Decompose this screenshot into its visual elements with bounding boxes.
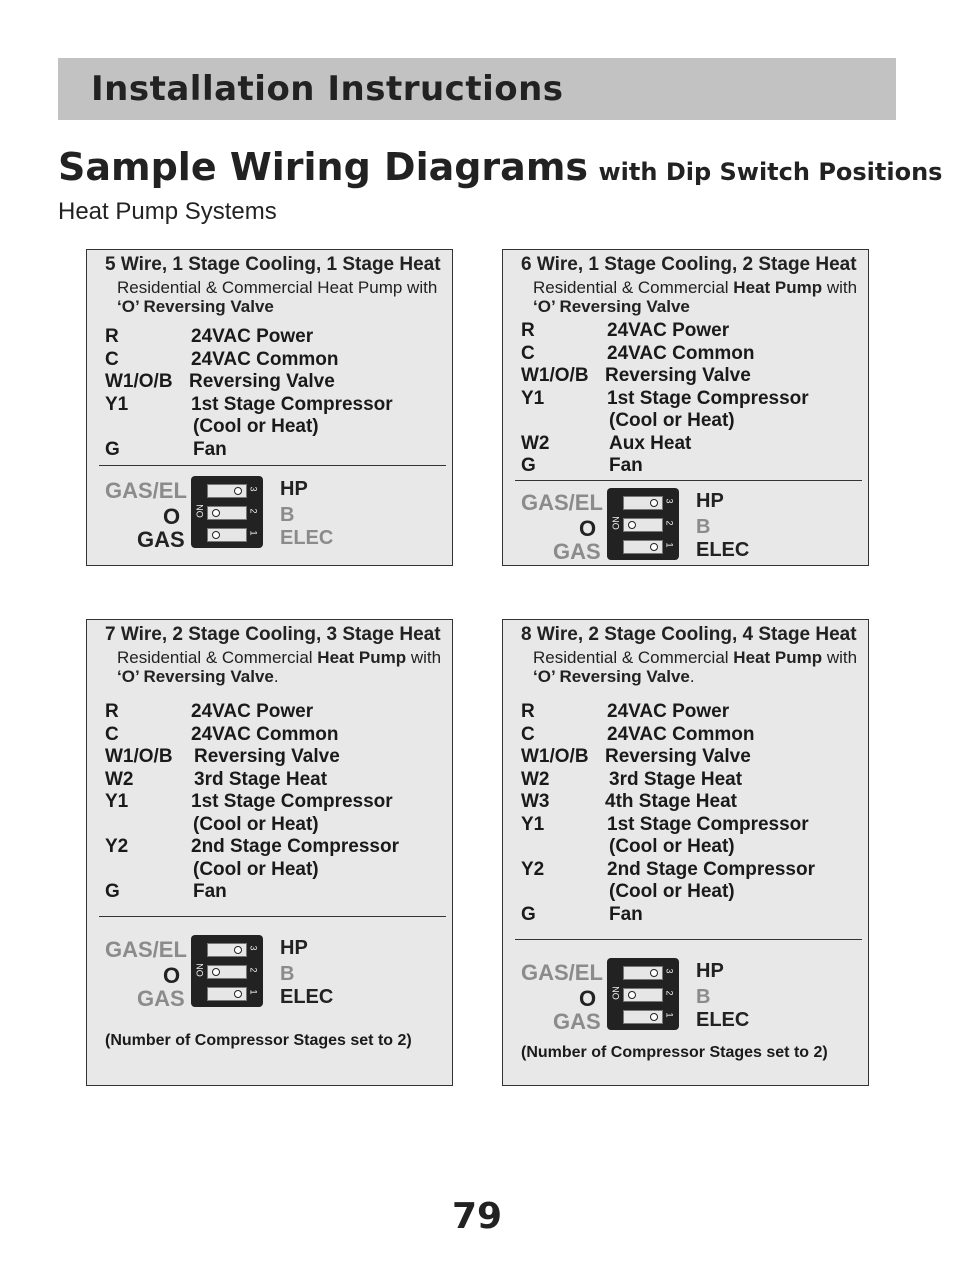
switch-3 — [623, 966, 663, 980]
switch-num-2: 2 — [248, 508, 259, 514]
terminal-desc: (Cool or Heat) — [609, 881, 735, 902]
dip-switch — [191, 935, 263, 1007]
panel-description — [117, 278, 437, 316]
switch-2 — [207, 506, 247, 520]
terminal-code: G — [521, 455, 536, 476]
description-line-2: ‘O’ Reversing Valve — [533, 297, 690, 316]
switch-num-1: 1 — [248, 530, 259, 536]
terminal-desc: 24VAC Power — [607, 701, 730, 722]
terminal-desc: 4th Stage Heat — [605, 791, 737, 812]
terminal-code: R — [105, 326, 119, 347]
label-o: O — [163, 504, 181, 529]
terminal-desc: Reversing Valve — [605, 746, 751, 767]
desc-text: Residential & Commercial — [117, 648, 318, 667]
wiring-panel-7-wire — [86, 619, 453, 1086]
switch-3 — [207, 943, 247, 957]
terminal-desc: (Cool or Heat) — [609, 410, 735, 431]
terminal-code: G — [105, 438, 120, 460]
switch-2 — [623, 518, 663, 532]
terminal-desc: 24VAC Common — [607, 723, 755, 745]
terminal-code: C — [105, 723, 119, 745]
terminal-code: G — [105, 881, 120, 902]
switch-knob — [234, 487, 242, 495]
switch-num-2: 2 — [664, 990, 675, 996]
terminal-code: W1/O/B — [105, 371, 173, 392]
terminal-desc: 2nd Stage Compressor — [607, 858, 815, 880]
terminal-desc: 1st Stage Compressor — [607, 387, 809, 409]
label-hp: HP — [280, 937, 308, 959]
switch-num-1: 1 — [664, 1012, 675, 1018]
description-line-1 — [533, 278, 857, 297]
terminal-code: W2 — [105, 768, 134, 790]
switch-knob — [650, 543, 658, 551]
label-gas-el: GAS/EL — [521, 960, 603, 985]
on-label: ON — [610, 516, 621, 530]
wiring-panel-5-wire — [86, 249, 453, 566]
on-label: ON — [194, 504, 205, 518]
desc-text: Residential & Commercial — [533, 278, 734, 297]
terminal-desc: 24VAC Power — [191, 326, 314, 347]
desc-text: with — [822, 648, 858, 667]
title-main: Sample Wiring Diagrams — [58, 145, 589, 189]
terminal-desc: 2nd Stage Compressor — [191, 836, 399, 857]
terminal-desc: 1st Stage Compressor — [607, 813, 809, 835]
switch-num-2: 2 — [248, 967, 259, 973]
terminal-code: Y1 — [521, 387, 545, 409]
terminal-code: G — [521, 903, 536, 925]
terminal-desc: Fan — [609, 455, 643, 476]
dip-switch — [191, 476, 263, 548]
on-label: ON — [610, 986, 621, 1000]
switch-1 — [207, 987, 247, 1001]
terminal-code: R — [521, 320, 535, 341]
terminal-desc: Fan — [193, 438, 227, 460]
terminal-desc: 24VAC Power — [607, 320, 730, 341]
terminal-code: W1/O/B — [521, 365, 589, 386]
terminal-desc: Fan — [193, 881, 227, 902]
label-o: O — [579, 516, 597, 541]
switch-1 — [207, 528, 247, 542]
terminal-code: C — [521, 723, 535, 745]
description-line-1 — [533, 648, 857, 667]
desc-text: with — [406, 648, 442, 667]
switch-knob — [234, 990, 242, 998]
switch-3 — [623, 496, 663, 510]
desc-bold: Heat Pump — [733, 648, 823, 667]
switch-knob — [628, 521, 636, 529]
switch-knob — [212, 968, 220, 976]
banner-title: Installation Instructions — [91, 69, 564, 109]
terminal-desc: Reversing Valve — [605, 365, 751, 386]
switch-2 — [207, 965, 247, 979]
switch-num-3: 3 — [248, 486, 259, 492]
divider — [515, 480, 862, 481]
terminal-code: Y1 — [105, 393, 129, 415]
label-gas-el: GAS/EL — [105, 478, 187, 503]
label-gas: GAS — [553, 1009, 601, 1034]
terminal-desc: 1st Stage Compressor — [191, 393, 393, 415]
switch-knob — [234, 946, 242, 954]
label-hp: HP — [696, 490, 724, 512]
switch-num-3: 3 — [664, 498, 675, 504]
label-gas: GAS — [553, 539, 601, 564]
switch-knob — [628, 991, 636, 999]
description-line-2 — [533, 667, 857, 686]
switch-knob — [650, 1013, 658, 1021]
label-gas-el: GAS/EL — [105, 937, 187, 962]
terminal-desc: 3rd Stage Heat — [609, 768, 743, 790]
terminal-desc: 1st Stage Compressor — [191, 791, 393, 812]
panel-heading: 6 Wire, 1 Stage Cooling, 2 Stage Heat — [521, 254, 857, 275]
divider — [99, 916, 446, 917]
label-elec: ELEC — [696, 1009, 750, 1031]
terminal-desc: 24VAC Common — [191, 348, 339, 370]
desc-text: . — [689, 667, 695, 686]
terminal-code: C — [105, 348, 119, 370]
description-line-1: Residential & Commercial Heat Pump with — [117, 278, 438, 297]
label-hp: HP — [696, 960, 724, 982]
switch-num-1: 1 — [664, 542, 675, 548]
switch-num-1: 1 — [248, 989, 259, 995]
switch-3 — [207, 484, 247, 498]
panel-heading: 7 Wire, 2 Stage Cooling, 3 Stage Heat — [105, 624, 441, 645]
label-b: B — [696, 516, 711, 538]
compressor-note: (Number of Compressor Stages set to 2) — [105, 1032, 412, 1049]
wiring-panel-8-wire — [502, 619, 869, 1086]
terminal-desc: 3rd Stage Heat — [194, 768, 328, 790]
title-suffix: with Dip Switch Positions — [598, 158, 943, 186]
switch-knob — [650, 969, 658, 977]
panel-description — [117, 648, 441, 686]
terminal-desc: (Cool or Heat) — [609, 836, 735, 857]
label-b: B — [280, 504, 295, 526]
panel-heading: 5 Wire, 1 Stage Cooling, 1 Stage Heat — [105, 254, 441, 275]
terminal-desc: Aux Heat — [609, 432, 692, 454]
desc-text: . — [273, 667, 279, 686]
label-b: B — [280, 963, 295, 985]
compressor-note: (Number of Compressor Stages set to 2) — [521, 1044, 828, 1061]
divider — [515, 939, 862, 940]
description-line-1 — [117, 648, 441, 667]
terminal-desc: Reversing Valve — [194, 746, 340, 767]
switch-2 — [623, 988, 663, 1002]
label-b: B — [696, 986, 711, 1008]
label-elec: ELEC — [696, 539, 750, 561]
page-title — [58, 145, 942, 189]
page-subtitle: Heat Pump Systems — [58, 198, 277, 225]
label-gas-el: GAS/EL — [521, 490, 603, 515]
label-o: O — [163, 963, 181, 988]
dip-switch — [607, 958, 679, 1030]
on-label: ON — [194, 963, 205, 977]
divider — [99, 465, 446, 466]
terminal-desc: 24VAC Power — [191, 701, 314, 722]
switch-knob — [650, 499, 658, 507]
terminal-desc: (Cool or Heat) — [193, 813, 319, 835]
panel-description — [533, 648, 857, 686]
page-number: 79 — [451, 1196, 503, 1237]
panel-heading: 8 Wire, 2 Stage Cooling, 4 Stage Heat — [521, 624, 857, 645]
terminal-code: W2 — [521, 768, 550, 790]
switch-knob — [212, 531, 220, 539]
label-elec: ELEC — [280, 986, 334, 1008]
desc-text: Residential & Commercial — [533, 648, 734, 667]
terminal-code: Y1 — [105, 791, 129, 812]
switch-1 — [623, 540, 663, 554]
dip-switch — [607, 488, 679, 560]
label-gas: GAS — [137, 986, 185, 1011]
terminal-desc: 24VAC Common — [191, 723, 339, 745]
terminal-code: Y1 — [521, 813, 545, 835]
label-o: O — [579, 986, 597, 1011]
section-banner — [58, 58, 896, 120]
terminal-desc: 24VAC Common — [607, 342, 755, 364]
switch-1 — [623, 1010, 663, 1024]
wiring-panel-6-wire — [502, 249, 869, 566]
switch-knob — [212, 509, 220, 517]
description-line-2: ‘O’ Reversing Valve — [117, 297, 274, 316]
label-gas: GAS — [137, 527, 185, 552]
desc-bold: ‘O’ Reversing Valve — [117, 667, 274, 686]
terminal-code: W1/O/B — [521, 746, 589, 767]
label-elec: ELEC — [280, 527, 334, 549]
desc-bold: Heat Pump — [733, 278, 823, 297]
desc-bold: Heat Pump — [317, 648, 407, 667]
description-line-2 — [117, 667, 441, 686]
terminal-desc: (Cool or Heat) — [193, 416, 319, 437]
terminal-code: Y2 — [521, 858, 545, 880]
terminal-code: Y2 — [105, 836, 129, 857]
terminal-desc: Reversing Valve — [189, 371, 335, 392]
terminal-code: R — [521, 701, 535, 722]
panel-description — [533, 278, 857, 316]
switch-num-2: 2 — [664, 520, 675, 526]
terminal-code: W3 — [521, 791, 550, 812]
terminal-desc: (Cool or Heat) — [193, 858, 319, 880]
terminal-code: C — [521, 342, 535, 364]
terminal-code: W2 — [521, 432, 550, 454]
terminal-code: W1/O/B — [105, 746, 173, 767]
terminal-desc: Fan — [609, 903, 643, 925]
label-hp: HP — [280, 478, 308, 500]
desc-text: with — [822, 278, 858, 297]
switch-num-3: 3 — [664, 968, 675, 974]
switch-num-3: 3 — [248, 945, 259, 951]
terminal-code: R — [105, 701, 119, 722]
desc-bold: ‘O’ Reversing Valve — [533, 667, 690, 686]
